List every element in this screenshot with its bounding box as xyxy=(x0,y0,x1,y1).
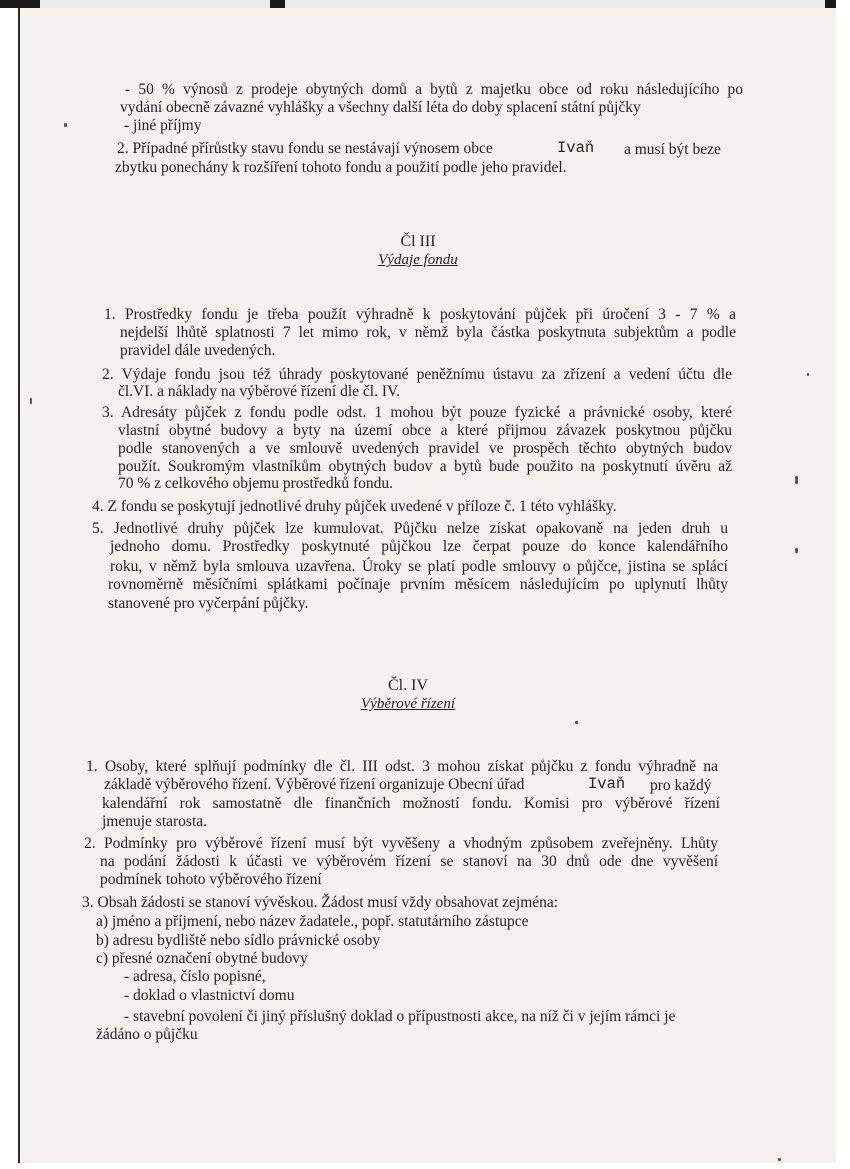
text-line: podle stanovených a ve smlouvě uvedených pravidel ve prospěch těchto obytných budov xyxy=(118,440,732,457)
text-line: zbytku ponechány k rozšíření tohoto fondu a použití podle jeho pravidel. xyxy=(115,159,567,176)
text-line: 1. Osoby, které splňují podmínky dle čl. III odst. 3 mohou získat půjčku z fondu výhradně na xyxy=(86,758,718,775)
scan-top-border xyxy=(0,0,850,8)
municipality-name: Ivaň xyxy=(588,775,626,793)
text-line: na podání žádosti k účasti ve výběrovém řízení se stanoví na 30 dnů ode dne vyvěšení xyxy=(100,853,718,870)
text-line: jednoho domu. Prostředky poskytnuté půjčkou lze čerpat pouze do konce kalendářního xyxy=(110,538,728,555)
text-line: 70 % z celkového objemu prostředků fondu. xyxy=(118,475,394,492)
article-4-number: Čl. IV xyxy=(388,677,428,694)
text-line: 2. Výdaje fondu jsou též úhrady poskytované peněžnímu ústavu za zřízení a vedení účtu dle xyxy=(102,366,732,383)
text-line: podmínek tohoto výběrového řízení xyxy=(100,871,322,888)
article-3-number: Čl III xyxy=(400,233,436,250)
text-line: jmenuje starosta. xyxy=(102,813,208,830)
text-line: 3. Obsah žádosti se stanoví vývěskou. Žádost musí vždy obsahovat zejména: xyxy=(82,894,559,911)
scan-speck xyxy=(795,548,798,553)
text-line: rovnoměrně měsíčními splátkami počínaje prvním měsícem následujícím po uplynutí lhůty xyxy=(108,576,728,593)
document-page xyxy=(18,8,838,1163)
scan-right-margin xyxy=(836,0,850,1169)
article-3-title: Výdaje fondu xyxy=(378,252,458,268)
text-line: - stavební povolení či jiný příslušný doklad o přípustnosti akce, na níž či v jejím rámci je xyxy=(124,1008,676,1025)
article-3-heading xyxy=(318,233,518,269)
text-line: a) jméno a příjmení, nebo název žadatele., popř. statutárního zástupce xyxy=(96,913,529,930)
document-content xyxy=(20,8,838,1163)
text-line: roku, v němž byla smlouva uzavřena. Úroky se platí podle smlouvy o půjčce, jistina se splácí xyxy=(110,558,728,575)
text-line: - jiné příjmy xyxy=(124,117,202,134)
text-line: kalendářní rok samostatně dle finančních možností fondu. Komisi pro výběrové řízení xyxy=(102,795,720,812)
text-line: a musí být beze xyxy=(624,141,721,158)
text-line: vlastní obytné budovy a byty na území obce a které přijmou závazek poskytnou půjčku xyxy=(118,422,732,439)
scan-speck xyxy=(575,721,578,724)
scan-speck xyxy=(30,398,32,404)
municipality-name: Ivaň xyxy=(557,139,595,157)
text-line: stanovené pro vyčerpání půjčky. xyxy=(108,595,309,612)
text-line: nejdelší lhůtě splatnosti 7 let mimo rok, v němž byla částka poskytnuta subjektům a podle xyxy=(120,324,736,341)
article-4-heading xyxy=(308,677,508,713)
text-line: použít. Soukromým vlastníkům obytných budov a bytů bude použito na poskytnutí úvěru až xyxy=(118,458,732,475)
text-line: 2. Podmínky pro výběrové řízení musí být vyvěšeny a vhodným způsobem zveřejněny. Lhůty xyxy=(84,835,718,852)
text-line: c) přesné označení obytné budovy xyxy=(96,950,308,967)
article-4-title: Výběrové řízení xyxy=(361,696,455,712)
text-line: pro každý xyxy=(650,777,712,794)
text-line: žádáno o půjčku xyxy=(96,1026,198,1043)
text-line: 2. Případné přírůstky stavu fondu se nestávají výnosem obce xyxy=(117,140,493,157)
text-line: 1. Prostředky fondu je třeba použít výhradně k poskytování půjček při úročení 3 - 7 % a xyxy=(104,306,736,323)
text-line: čl.VI. a náklady na výběrové řízení dle čl. IV. xyxy=(118,383,401,400)
text-line: - adresa, číslo popisné, xyxy=(124,968,266,985)
text-line: základě výběrového řízení. Výběrové řízení organizuje Obecní úřad xyxy=(104,776,525,793)
text-line: - doklad o vlastnictví domu xyxy=(124,987,295,1004)
text-line: pravidel dále uvedených. xyxy=(120,342,276,359)
text-line: b) adresu bydliště nebo sídlo právnické osoby xyxy=(96,932,381,949)
text-line: - 50 % výnosů z prodeje obytných domů a bytů z majetku obce od roku následujícího po xyxy=(125,81,743,98)
scan-speck xyxy=(778,1158,781,1161)
text-line: 5. Jednotlivé druhy půjček lze kumulovat. Půjčku nelze získat opakovaně na jeden druh u xyxy=(92,520,728,537)
scan-speck xyxy=(795,476,798,484)
text-line: 3. Adresáty půjček z fondu podle odst. 1 mohou být pouze fyzické a právnické osoby, které xyxy=(102,404,732,421)
text-line: vydání obecně závazné vyhlášky a všechny další léta do doby splacení státní půjčky xyxy=(120,99,641,116)
scan-speck xyxy=(64,123,67,127)
text-line: 4. Z fondu se poskytují jednotlivé druhy půjček uvedené v příloze č. 1 této vyhlášky. xyxy=(92,498,617,515)
scan-speck xyxy=(807,373,809,376)
